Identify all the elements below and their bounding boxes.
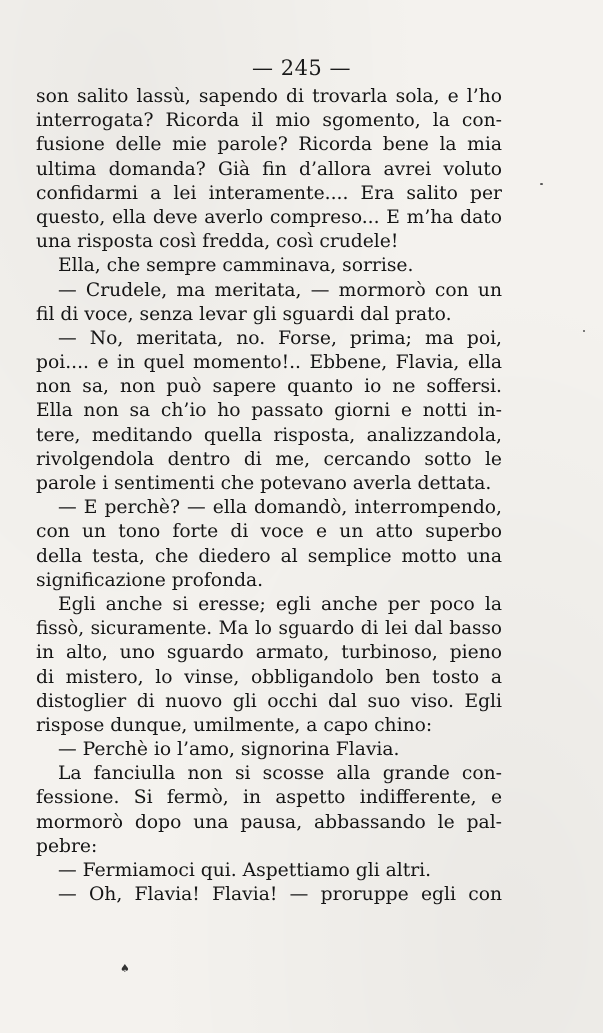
text-line: Ella, che sempre camminava, sorrise. xyxy=(58,255,414,277)
text-line: non sa, non può sapere quanto io ne soffersi. xyxy=(36,376,502,398)
text-line: con un tono forte di voce e un atto superbo xyxy=(36,521,502,543)
text-line: Egli anche si eresse; egli anche per poco la xyxy=(58,593,502,615)
text-line: rivolgendola dentro di me, cercando sotto le xyxy=(36,448,502,470)
text-line: tere, meditando quella risposta, analizzandola, xyxy=(36,424,502,446)
text-line: — Perchè io l’amo, signorina Flavia. xyxy=(58,739,400,761)
text-line: rispose dunque, umilmente, a capo chino: xyxy=(36,714,433,736)
text-line: Ella non sa ch’io ho passato giorni e notti in- xyxy=(36,400,502,422)
text-line: fusione delle mie parole? Ricorda bene la mia xyxy=(36,134,502,156)
text-line: — E perchè? — ella domandò, interrompendo, xyxy=(58,497,502,519)
text-line: — Fermiamoci qui. Aspettiamo gli altri. xyxy=(58,860,432,881)
text-line: parole i sentimenti che potevano averla dettata. xyxy=(36,473,492,494)
text-line: fil di voce, senza levar gli sguardi dal prato. xyxy=(36,303,452,325)
text-line: fissò, sicuramente. Ma lo sguardo di lei dal basso xyxy=(36,618,502,640)
text-line: — Crudele, ma meritata, — mormorò con un xyxy=(58,279,502,301)
paper-speck xyxy=(583,330,585,332)
text-line: significazione profonda. xyxy=(36,569,264,591)
paper-speck xyxy=(540,183,543,185)
text-line: — No, meritata, no. Forse, prima; ma poi, xyxy=(58,327,502,349)
text-line: in alto, uno sguardo armato, turbinoso, pieno xyxy=(36,642,502,664)
body-text xyxy=(36,85,502,907)
text-line: distoglier di nuovo gli occhi dal suo viso. Egli xyxy=(36,690,502,712)
text-line: della testa, che diedero al semplice motto una xyxy=(36,545,502,567)
text-line: mormorò dopo una pausa, abbassando le pal- xyxy=(36,811,502,833)
text-line: di mistero, lo vinse, obbligandolo ben tosto a xyxy=(36,666,502,688)
text-line: questo, ella deve averlo compreso... E m’ha dato xyxy=(36,206,502,228)
text-line: confidarmi a lei interamente.... Era salito per xyxy=(36,182,502,204)
text-line: son salito lassù, sapendo di trovarla sola, e l’ho xyxy=(36,86,502,107)
text-line: interrogata? Ricorda il mio sgomento, la con- xyxy=(36,110,502,132)
text-line: una risposta così fredda, così crudele! xyxy=(36,231,399,253)
text-line: fessione. Si fermò, in aspetto indifferente, e xyxy=(36,787,502,809)
ink-mark-icon: ♠ xyxy=(120,962,130,975)
text-line: pebre: xyxy=(36,835,98,857)
page-number: — 245 — xyxy=(252,56,351,80)
text-line: ultima domanda? Già fin d’allora avrei voluto xyxy=(36,158,502,180)
text-line: — Oh, Flavia! Flavia! — proruppe egli con xyxy=(58,884,502,906)
text-line: La fanciulla non si scosse alla grande con- xyxy=(58,763,502,785)
text-line: poi.... e in quel momento!.. Ebbene, Flavia, ella xyxy=(36,352,502,374)
